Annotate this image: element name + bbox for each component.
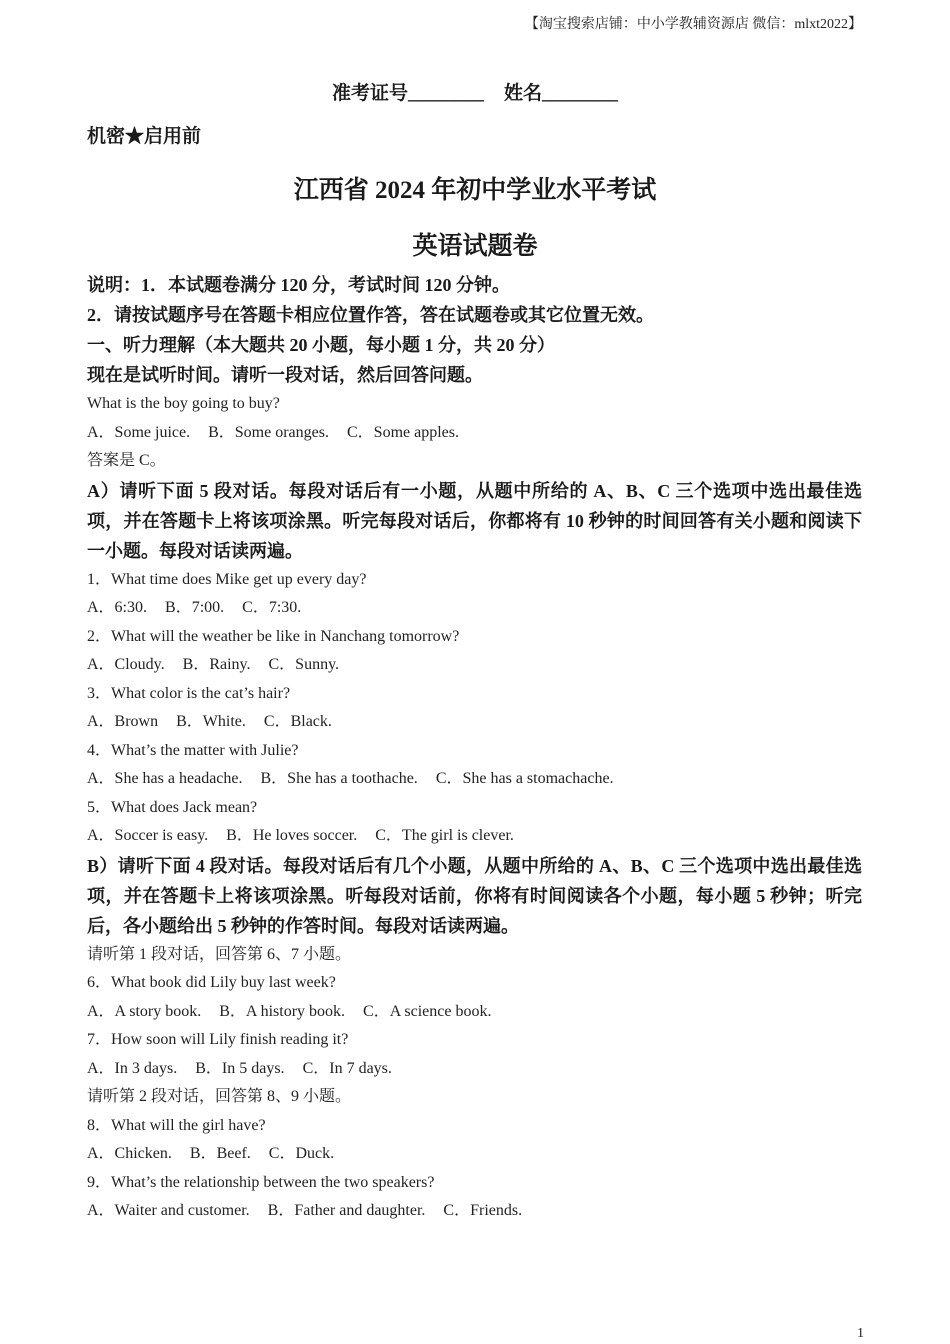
question-text: 2．What will the weather be like in Nanchang tomorrow? <box>87 627 460 645</box>
question-text: 9．What’s the relationship between the two speakers? <box>87 1173 435 1191</box>
option: A．Brown <box>87 713 159 730</box>
confidential-label: 机密★启用前 <box>87 126 202 147</box>
option: C．The girl is clever. <box>375 827 514 844</box>
question-options <box>87 651 862 680</box>
option: A．In 3 days. <box>87 1059 178 1077</box>
exam-subtitle: 英语试题卷 <box>412 233 538 260</box>
option: A．6:30. <box>87 599 148 616</box>
question-text: 1．What time does Mike get up every day? <box>87 570 367 588</box>
option: B．Some oranges. <box>208 423 329 441</box>
question-text: 7．How soon will Lily finish reading it? <box>87 1031 349 1048</box>
option: B．A history book. <box>219 1002 346 1020</box>
question-options <box>87 708 862 737</box>
option: B．Beef. <box>189 1145 251 1162</box>
option: A．Some juice. <box>87 423 191 441</box>
option: B．In 5 days. <box>195 1059 285 1077</box>
part-a-instruction: A）请听下面 5 段对话。每段对话后有一小题，从题中所给的 A、B、C 三个选项中选出最佳选项，并在答题卡上将该项涂黑。听完每段对话后，你都将有 10 秒钟的时间回答有关小题和阅读下一小题。每段对话读两遍。 <box>87 480 862 561</box>
option: C．7:30. <box>242 599 302 616</box>
section-heading: 一、听力理解（本大题共 20 小题，每小题 1 分，共 20 分） <box>87 335 555 355</box>
dialogue-intro: 请听第 1 段对话，回答第 6、7 小题。 <box>87 945 352 963</box>
option: B．Father and daughter. <box>267 1202 426 1219</box>
dialogue-intro: 请听第 2 段对话，回答第 8、9 小题。 <box>87 1088 352 1105</box>
instruction-line: 2．请按试题序号在答题卡相应位置作答，答在试题卷或其它位置无效。 <box>87 305 654 325</box>
question-text: 4．What’s the matter with Julie? <box>87 741 299 759</box>
exam-id-name-line <box>0 78 950 105</box>
option: A．She has a headache. <box>87 770 243 787</box>
question-options <box>87 594 862 623</box>
option: C．She has a stomachache. <box>435 770 614 787</box>
option: C．In 7 days. <box>302 1059 392 1077</box>
option: A．Chicken. <box>87 1145 172 1162</box>
trial-options <box>87 419 862 448</box>
question-text: 6．What book did Lily buy last week? <box>87 974 336 991</box>
trial-answer: 答案是 C。 <box>87 452 166 469</box>
exam-content <box>87 270 862 1226</box>
option: C．A science book. <box>363 1002 492 1020</box>
part-b-instruction: B）请听下面 4 段对话。每段对话后有几个小题，从题中所给的 A、B、C 三个选项中选出最佳选项，并在答题卡上将该项涂黑。听每段对话前，你将有时间阅读各个小题，每小题 5 秒钟；听完后，各小题给出 5 秒钟的作答时间。每段对话读两遍。 <box>87 855 862 936</box>
option: C．Black. <box>263 713 332 730</box>
option: B．7:00. <box>165 599 225 616</box>
option: A．Cloudy. <box>87 656 165 673</box>
header-note: 【淘宝搜索店铺：中小学教辅资源店 微信：mlxt2022】 <box>524 17 862 32</box>
question-options <box>87 822 862 851</box>
option: B．Rainy. <box>182 656 251 673</box>
question-options <box>87 1055 862 1084</box>
name-field: 姓名________ <box>504 83 619 104</box>
option: B．White. <box>176 713 246 730</box>
question-options <box>87 1140 862 1169</box>
exam-title: 江西省 2024 年初中学业水平考试 <box>293 177 657 204</box>
exam-id-field: 准考证号________ <box>331 83 484 104</box>
option: C．Sunny. <box>268 656 340 673</box>
option: C．Friends. <box>443 1202 523 1219</box>
trial-intro: 现在是试听时间。请听一段对话，然后回答问题。 <box>87 365 483 385</box>
option: C．Some apples. <box>347 423 459 441</box>
trial-question: What is the boy going to buy? <box>87 395 280 412</box>
instruction-line: 说明：1．本试题卷满分 120 分，考试时间 120 分钟。 <box>87 275 510 295</box>
question-text: 8．What will the girl have? <box>87 1116 266 1134</box>
question-options <box>87 765 862 794</box>
option: B．He loves soccer. <box>226 827 358 844</box>
question-options <box>87 1197 862 1226</box>
page-number: 1 <box>857 1326 864 1341</box>
option: B．She has a toothache. <box>260 770 418 787</box>
question-options <box>87 998 862 1027</box>
option: A．A story book. <box>87 1002 202 1020</box>
option: A．Waiter and customer. <box>87 1202 250 1219</box>
option: C．Duck. <box>268 1145 335 1162</box>
option: A．Soccer is easy. <box>87 827 209 844</box>
question-text: 3．What color is the cat’s hair? <box>87 684 291 702</box>
question-text: 5．What does Jack mean? <box>87 798 258 816</box>
